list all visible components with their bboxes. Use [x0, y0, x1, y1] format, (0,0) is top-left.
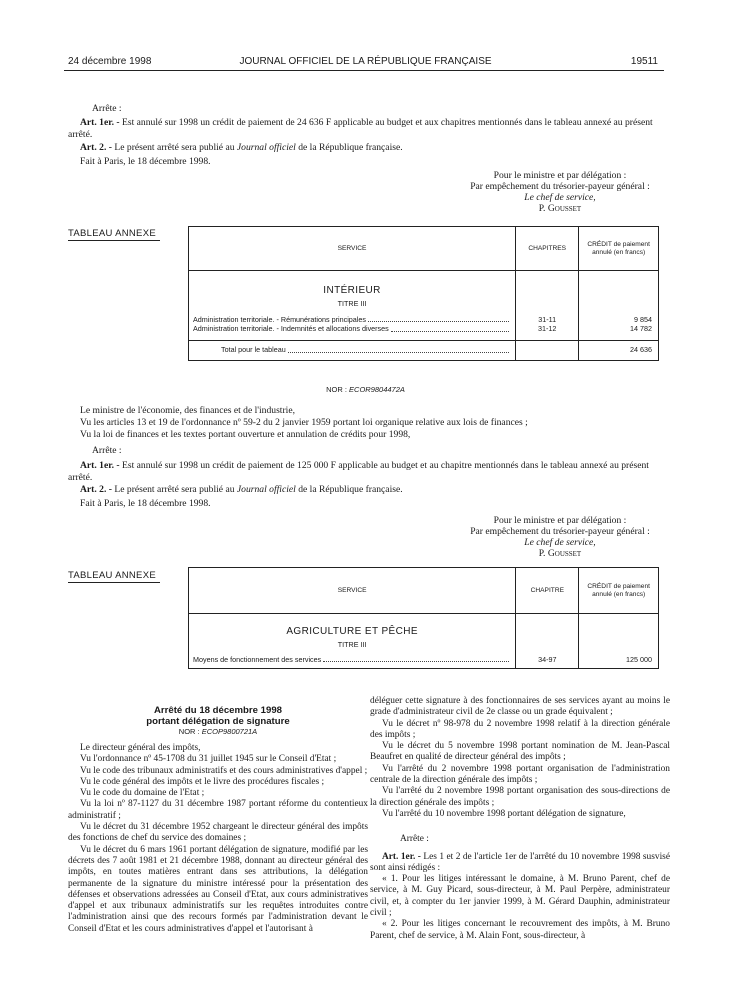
row-label: Administration territoriale. - Indemnités et allocations diverses [193, 324, 389, 333]
total-label: Total pour le tableau [221, 345, 286, 355]
article-2-text-b: de la République française. [298, 484, 403, 495]
row-chapter: 31-11 [538, 314, 557, 324]
arrete-heading-3: Arrête : [400, 834, 429, 845]
col-credit-header: CRÉDIT de paiement annulé (en francs) [579, 227, 659, 271]
article-1-second [68, 460, 658, 484]
left-column [68, 706, 368, 935]
article-1-text: Les 1 et 2 de l'article 1er de l'arrêté du 10 novembre 1998 susvisé sont ainsi rédigés : [370, 851, 670, 873]
article-1-first [68, 117, 658, 141]
signature-line-1: Pour le ministre et par délégation : [493, 515, 627, 526]
header-rule [64, 70, 664, 71]
signature-line-2: Par empêchement du trésorier-payeur général : [470, 526, 650, 537]
table-row [193, 324, 511, 334]
article-2-text-b: de la République française. [298, 142, 403, 153]
nor-code: ECOP9800721A [201, 727, 258, 736]
total-row [189, 340, 516, 360]
vu-loi-finances: Vu la loi de finances et les textes portant ouverture et annulation de crédits pour 1998, [80, 429, 411, 440]
arrete-heading-1: Arrête : [92, 103, 122, 114]
article-2-second [68, 484, 658, 496]
fait-a-paris-2: Fait à Paris, le 18 décembre 1998. [80, 498, 211, 509]
col-chapitre-header: CHAPITRE [516, 568, 579, 614]
article-1-text: Est annulé sur 1998 un crédit de paiement de 125 000 F applicable au budget et au chapitre mentionnés dans le tableau annexé au présent arrêté. [68, 460, 649, 483]
row-label: Administration territoriale. - Rémunérations principales [193, 314, 366, 324]
quoted-paragraph-1: « 1. Pour les litiges intéressant le domaine, à M. Bruno Parent, chef de service, à M. Guy Picard, sous-directeur, à M. Paul Perpère, administrateur civil, et, à compter du 1er janvier 1999, à M. Gérard Dauphin, administrateur civil ; [370, 874, 670, 919]
leader-dots [323, 655, 509, 663]
leader-dots [368, 315, 509, 323]
article-2-journal: Journal officiel [236, 484, 296, 495]
visa-paragraph: déléguer cette signature à des fonctionnaires de ses services ayant au moins le grade d'administrateur civil de 2e classe ou un grade équivalent ; [370, 696, 670, 718]
titre-label-1: TITRE III [337, 299, 367, 308]
nor-code: ECOR9804472A [349, 385, 405, 394]
row-amount: 14 782 [630, 324, 652, 333]
annex-table-2 [188, 567, 659, 669]
fait-a-paris-1: Fait à Paris, le 18 décembre 1998. [80, 156, 211, 167]
row-label: Moyens de fonctionnement des services [193, 654, 322, 664]
col-chapitres-header: CHAPITRES [516, 227, 579, 271]
row-amount: 9 854 [634, 314, 652, 324]
visa-paragraph: Vu le décret du 5 novembre 1998 portant nomination de M. Jean-Pascal Beaufret en qualité de directeur général des impôts ; [370, 741, 670, 763]
signature-name: P. Gousset [538, 203, 582, 214]
col-service-header: SERVICE [189, 227, 516, 271]
article-2-label: Art. 2. - [80, 484, 112, 495]
article-2-first [68, 142, 658, 154]
quoted-paragraph-2: « 2. Pour les litiges concernant le recouvrement des impôts, à M. Bruno Parent, chef de service, à M. Alain Font, sous-directeur, à [370, 919, 670, 941]
article-2-journal: Journal officiel [236, 142, 296, 153]
signature-line-3: Le chef de service, [524, 537, 596, 548]
signature-line-2: Par empêchement du trésorier-payeur général : [470, 181, 650, 192]
leader-dots [391, 324, 509, 332]
nor-line-1 [0, 385, 731, 394]
table-annexe-underline-2 [68, 582, 160, 583]
ministry-interieur: INTÉRIEUR [323, 285, 381, 296]
visa-paragraph: Vu le code du domaine de l'Etat ; [80, 788, 205, 799]
visa-paragraph: Vu le code des tribunaux administratifs et des cours administratives d'appel ; [80, 765, 368, 776]
article-1-label: Art. 1er. - [80, 117, 120, 128]
ministry-agriculture: AGRICULTURE ET PÊCHE [286, 626, 418, 637]
row-chapter: 34-97 [516, 614, 579, 669]
table-row [193, 655, 511, 665]
row-amount: 125 000 [579, 614, 659, 669]
nor-line-2 [68, 727, 368, 737]
article-1-third [370, 852, 670, 875]
visa-paragraph: Vu le décret du 31 décembre 1952 chargeant le directeur général des impôts des fonctions de chef du service des domaines ; [68, 822, 368, 844]
row-chapter: 31-12 [537, 324, 557, 333]
table1-body-service [189, 271, 516, 341]
total-amount: 24 636 [579, 340, 659, 360]
leader-dots [288, 345, 509, 353]
titre-label-2: TITRE III [337, 640, 367, 649]
article-2-text-a: Le présent arrêté sera publié au [114, 142, 235, 153]
arrete-heading-2: Arrête : [92, 445, 122, 456]
table1-body-chap [516, 271, 579, 341]
header-date: 24 décembre 1998 [68, 56, 152, 67]
nor-label: NOR : [326, 385, 347, 394]
table-annexe-label-2: TABLEAU ANNEXE [68, 570, 156, 581]
article-1-label: Art. 1er. - [382, 851, 421, 862]
visa-paragraph: Le directeur général des impôts, [80, 743, 201, 753]
total-chap-empty [516, 340, 579, 360]
vu-articles: Vu les articles 13 et 19 de l'ordonnance nº 59-2 du 2 janvier 1959 portant loi organique relative aux lois de finances ; [80, 417, 528, 428]
visa-paragraph: Vu le code général des impôts et le livre des procédures fiscales ; [80, 776, 325, 787]
header-journal-title: JOURNAL OFFICIEL DE LA RÉPUBLIQUE FRANÇAISE [239, 56, 492, 67]
header-page-number: 19511 [630, 56, 658, 67]
visa-paragraph: Vu la loi nº 87-1127 du 31 décembre 1987 portant réforme du contentieux administratif ; [68, 799, 368, 821]
annex-table-1 [188, 226, 659, 361]
decree-title [68, 706, 368, 727]
article-1-text: Est annulé sur 1998 un crédit de paiement de 24 636 F applicable au budget et aux chapitres mentionnés dans le tableau annexé au présent arrêté. [68, 117, 653, 140]
visa-paragraph: Vu l'arrêté du 10 novembre 1998 portant délégation de signature, [382, 808, 626, 819]
visa-paragraph: Vu le décret nº 98-978 du 2 novembre 1998 relatif à la direction générale des impôts ; [370, 718, 670, 740]
visa-paragraph: Vu l'ordonnance nº 45-1708 du 31 juillet 1945 sur le Conseil d'Etat ; [80, 754, 337, 765]
article-1-label: Art. 1er. - [80, 460, 120, 471]
article-2-text-a: Le présent arrêté sera publié au [114, 484, 235, 495]
decree-title-line-2: portant délégation de signature [146, 715, 290, 727]
signature-block-2 [440, 515, 680, 559]
decree-title-line-1: Arrêté du 18 décembre 1998 [154, 705, 282, 716]
visa-paragraph: Vu l'arrêté du 2 novembre 1998 portant organisation des sous-directions de la direction générale des impôts ; [370, 786, 670, 808]
visa-paragraph: Vu le décret du 6 mars 1961 portant délégation de signature, modifié par les décrets des 7 août 1981 et 21 décembre 1988, donnant au directeur général des impôts, en toutes matières entrant dans ses attributions, la délégation permanente de la signature du ministre intéressé pour la présentation des défenses et observations adressées au Conseil d'Etat, aux cours administratives d'appel et aux tribunaux administratifs sur les requêtes introduites contre l'administration ainsi que des recours formés par l'administration devant le Conseil d'Etat et les cours administratives d'appel et l'autorisant à [68, 844, 368, 934]
minister-line: Le ministre de l'économie, des finances et de l'industrie, [80, 405, 295, 416]
table1-body-amount [579, 271, 659, 341]
col-credit-header: CRÉDIT de paiement annulé (en francs) [579, 568, 659, 614]
signature-name: P. Gousset [538, 548, 582, 559]
signature-line-1: Pour le ministre et par délégation : [493, 170, 627, 181]
table-annexe-underline-1 [68, 240, 160, 241]
signature-line-3: Le chef de service, [524, 192, 596, 203]
col-service-header: SERVICE [189, 568, 516, 614]
visa-paragraph: Vu l'arrêté du 2 novembre 1998 portant organisation de l'administration centrale de la direction générale des impôts ; [370, 763, 670, 786]
right-column [370, 696, 670, 942]
signature-block-1 [440, 170, 680, 214]
table-row [193, 315, 511, 325]
table-annexe-label-1: TABLEAU ANNEXE [68, 228, 156, 239]
table2-body-service [189, 614, 516, 669]
article-2-label: Art. 2. - [80, 142, 112, 153]
nor-label: NOR : [178, 727, 200, 736]
